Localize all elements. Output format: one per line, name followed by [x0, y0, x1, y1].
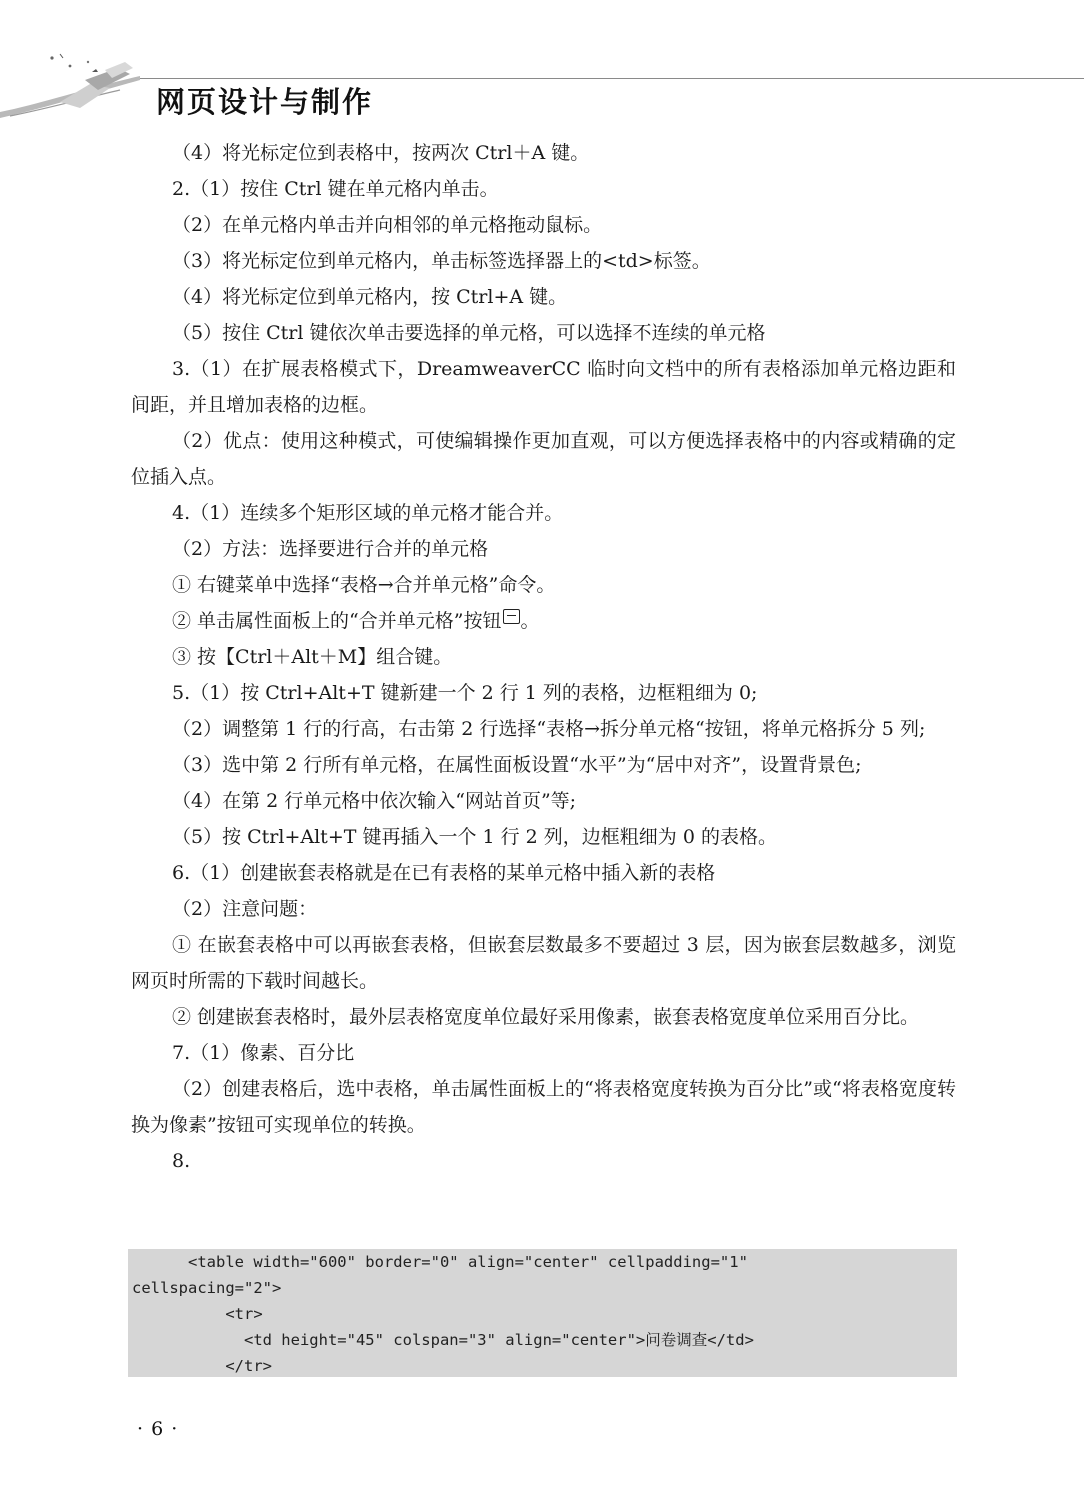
paragraph: 4.（1）连续多个矩形区域的单元格才能合并。	[172, 502, 564, 524]
paragraph: （3）选中第 2 行所有单元格，在属性面板设置“水平”为“居中对齐”，设置背景色;	[172, 754, 862, 776]
paragraph-with-icon	[131, 603, 956, 639]
paragraph: 8.	[172, 1150, 191, 1172]
paragraph: ② 创建嵌套表格时，最外层表格宽度单位最好采用像素，嵌套表格宽度单位采用百分比。	[172, 1006, 920, 1028]
code-line: <td height="45" colspan="3" align="center">问卷调查</td>	[132, 1331, 754, 1349]
paragraph: 2.（1）按住 Ctrl 键在单元格内单击。	[172, 178, 499, 200]
merge-cells-icon	[503, 609, 520, 624]
code-line: cellspacing="2">	[132, 1279, 282, 1297]
paragraph-text-end: 。	[520, 610, 540, 632]
paragraph: 5.（1）按 Ctrl+Alt+T 键新建一个 2 行 1 列的表格，边框粗细为 0;	[172, 682, 758, 704]
paragraph: （2）创建表格后，选中表格，单击属性面板上的“将表格宽度转换为百分比”或“将表格宽度转换为像素”按钮可实现单位的转换。	[131, 1078, 956, 1136]
book-title: 网页设计与制作	[156, 85, 374, 119]
paragraph: （2）优点：使用这种模式，可使编辑操作更加直观，可以方便选择表格中的内容或精确的定位插入点。	[131, 430, 956, 488]
paragraph: （2）调整第 1 行的行高，右击第 2 行选择“表格→拆分单元格“按钮，将单元格拆分 5 列;	[172, 718, 926, 740]
paragraph: （4）在第 2 行单元格中依次输入“网站首页”等;	[172, 790, 577, 812]
paragraph: ① 在嵌套表格中可以再嵌套表格，但嵌套层数最多不要超过 3 层，因为嵌套层数越多，浏览网页时所需的下载时间越长。	[131, 934, 956, 992]
code-block	[128, 1249, 957, 1377]
paragraph: （5）按住 Ctrl 键依次单击要选择的单元格，可以选择不连续的单元格	[172, 322, 766, 344]
paragraph: （2）注意问题：	[172, 898, 318, 920]
paragraph: （2）方法：选择要进行合并的单元格	[172, 538, 489, 560]
paragraph: 7.（1）像素、百分比	[172, 1042, 355, 1064]
paragraph: （2）在单元格内单击并向相邻的单元格拖动鼠标。	[172, 214, 603, 236]
paragraph: （3）将光标定位到单元格内，单击标签选择器上的<td>标签。	[172, 250, 711, 272]
paragraph: 3.（1）在扩展表格模式下，DreamweaverCC 临时向文档中的所有表格添加单元格边距和间距，并且增加表格的边框。	[131, 358, 956, 416]
paragraph-text: ② 单击属性面板上的“合并单元格”按钮	[172, 610, 502, 632]
paragraph: （4）将光标定位到单元格内，按 Ctrl+A 键。	[172, 286, 568, 308]
paragraph: ① 右键菜单中选择“表格→合并单元格”命令。	[172, 574, 556, 596]
paragraph: ③ 按【Ctrl＋Alt＋M】组合键。	[172, 646, 453, 668]
answer-content	[131, 135, 956, 1179]
decorative-header-icon	[0, 50, 150, 122]
code-line: <tr>	[132, 1305, 263, 1323]
paragraph: （5）按 Ctrl+Alt+T 键再插入一个 1 行 2 列，边框粗细为 0 的表格。	[172, 826, 777, 848]
paragraph: 6.（1）创建嵌套表格就是在已有表格的某单元格中插入新的表格	[172, 862, 716, 884]
code-line: <table width="600" border="0" align="center" cellpadding="1"	[132, 1253, 748, 1271]
paragraph: （4）将光标定位到表格中，按两次 Ctrl＋A 键。	[172, 142, 590, 164]
code-line: </tr>	[132, 1357, 272, 1375]
page-number: · 6 ·	[137, 1418, 179, 1440]
page-header	[0, 0, 1084, 125]
header-rule	[140, 78, 1084, 79]
